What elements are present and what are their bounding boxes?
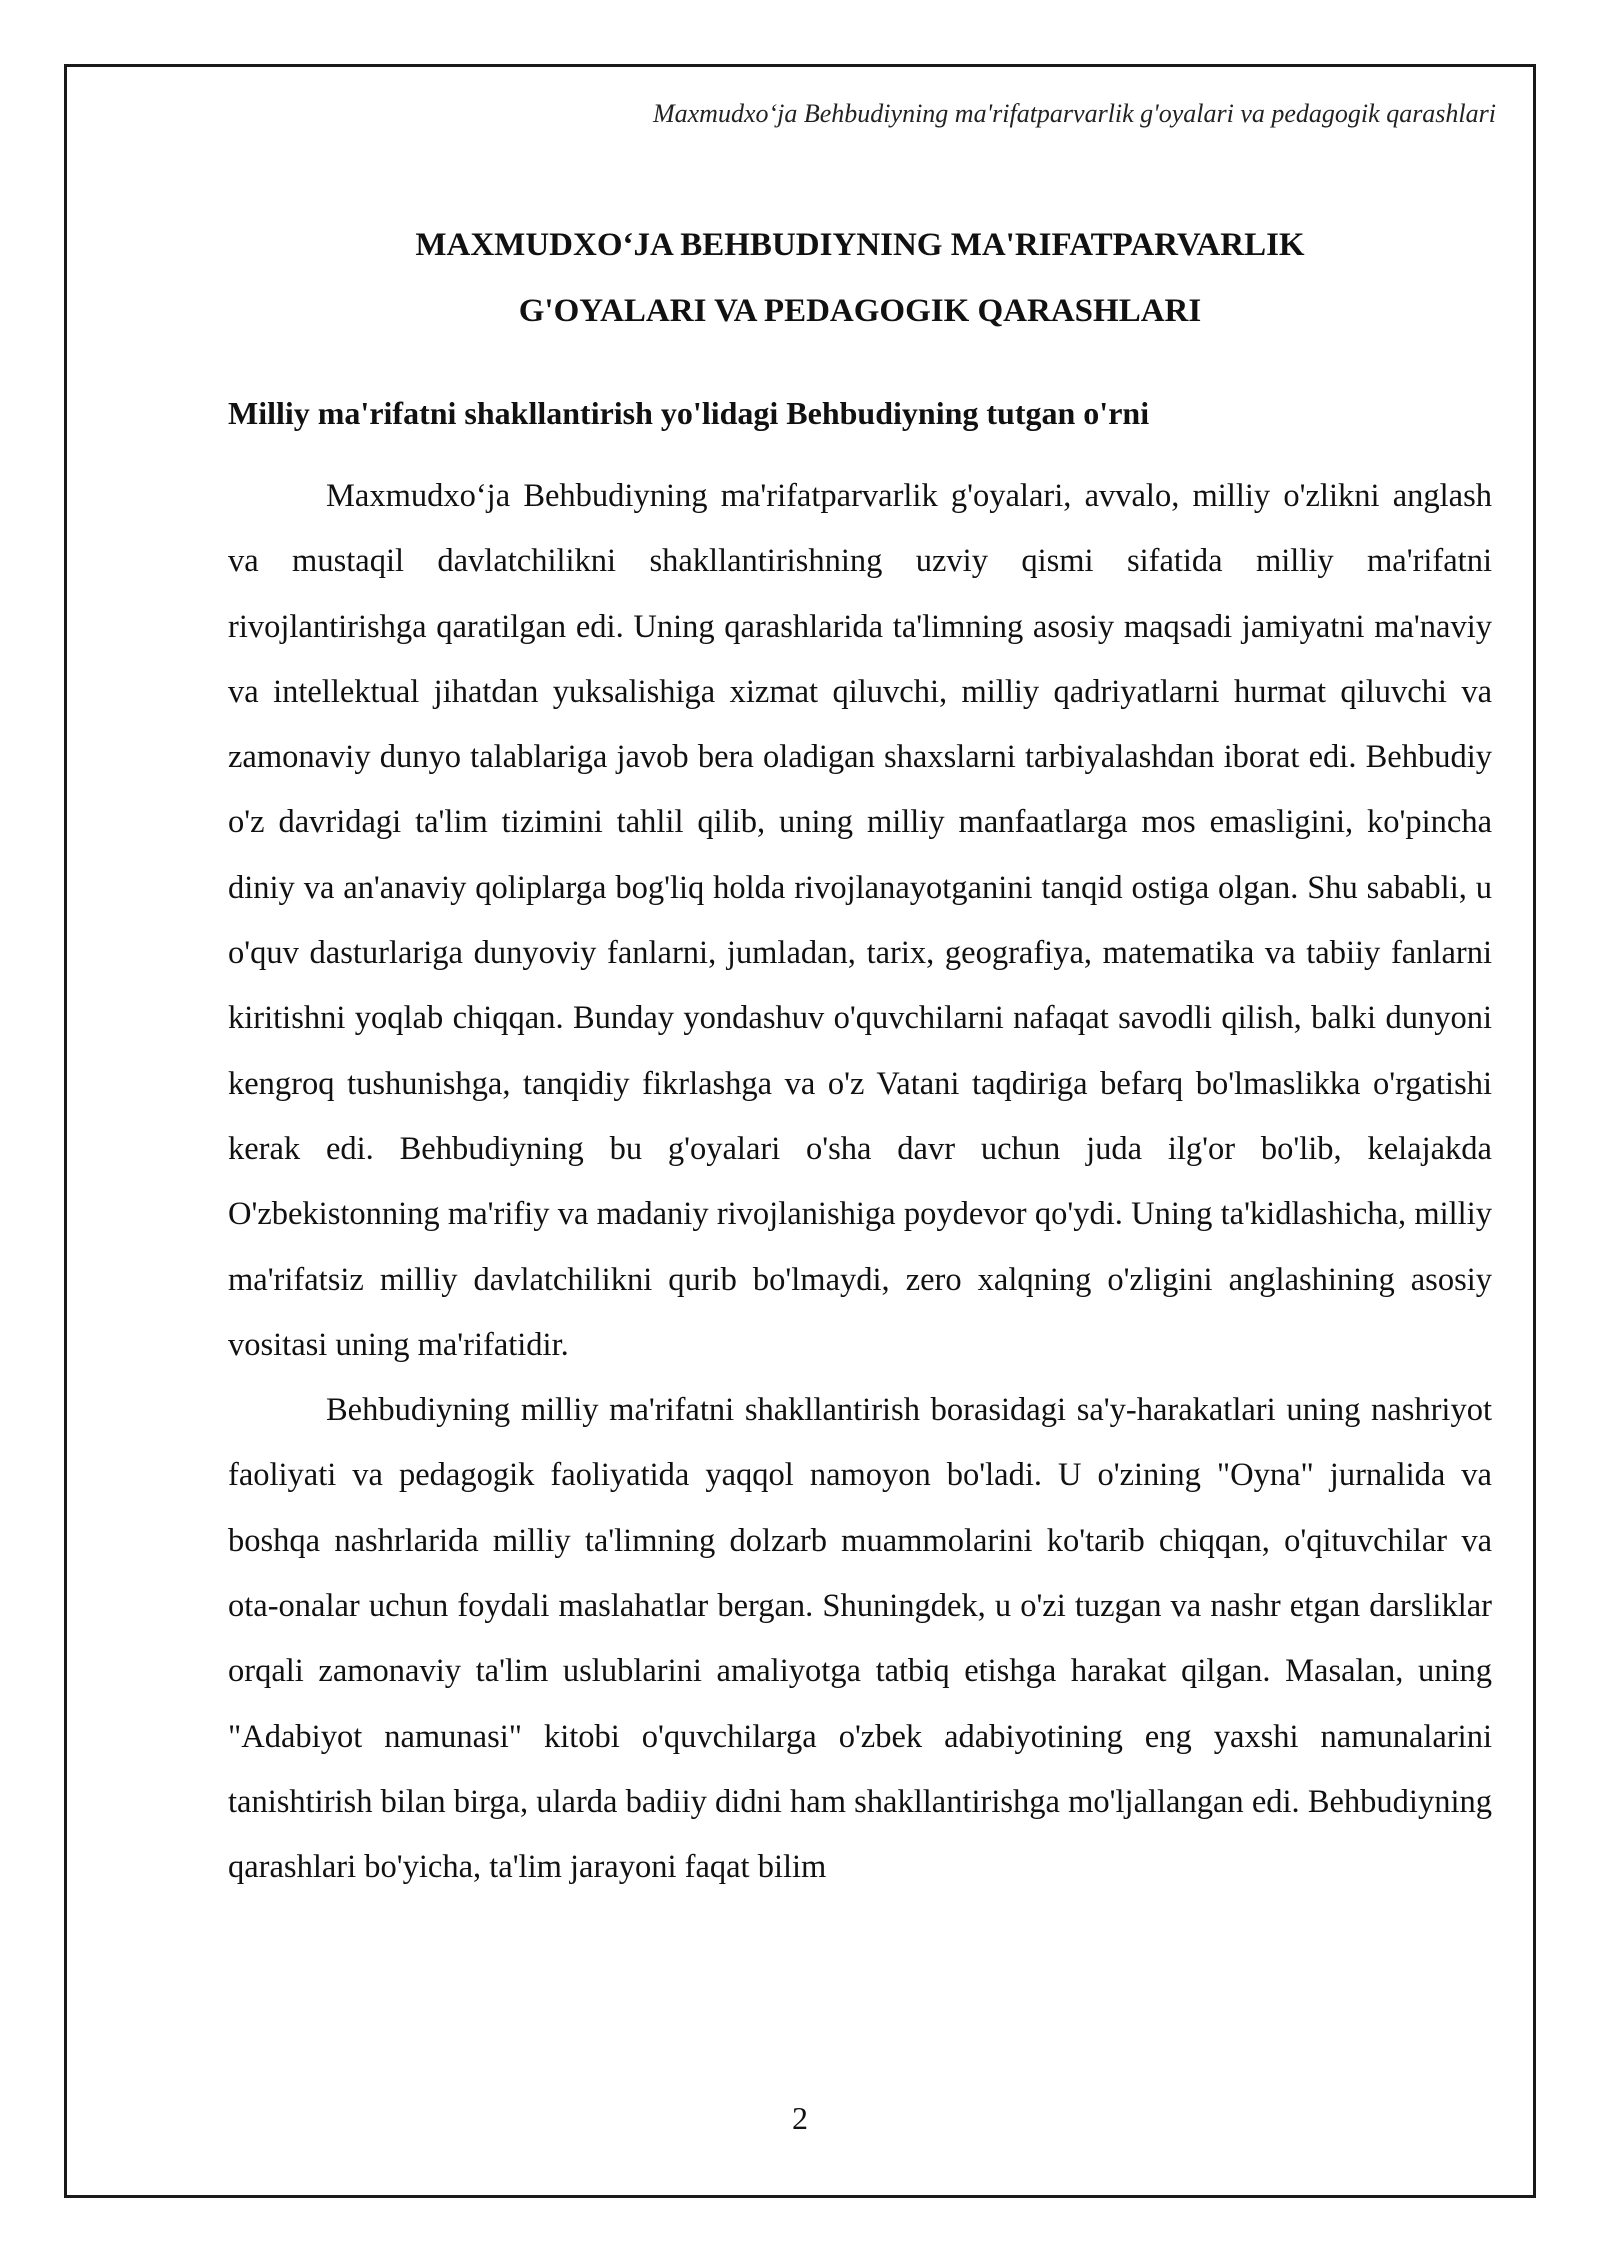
- running-header: Maxmudxo‘ja Behbudiyning ma'rifatparvarlik g'oyalari va pedagogik qarashlari: [652, 99, 1496, 128]
- title-line-1: MAXMUDXO‘JA BEHBUDIYNING MA'RIFATPARVARLIK: [415, 227, 1305, 263]
- body-text: [228, 464, 1492, 1901]
- section-heading: Milliy ma'rifatni shakllantirish yo'lidagi Behbudiyning tutgan o'rni: [228, 395, 1150, 431]
- page-number: 2: [792, 2100, 808, 2136]
- paragraph-1: Maxmudxo‘ja Behbudiyning ma'rifatparvarlik g'oyalari, avvalo, milliy o'zlikni anglash va mustaqil davlatchilikni shakllantirishning uzviy qismi sifatida milliy ma'rifatni rivojlantirishga qaratilgan edi. Uning qarashlarida ta'limning asosiy maqsadi jamiyatni ma'naviy va intellektual jihatdan yuksalishiga xizmat qiluvchi, milliy qadriyatlarni hurmat qiluvchi va zamonaviy dunyo talablariga javob bera oladigan shaxslarni tarbiyalashdan iborat edi. Behbudiy o'z davridagi ta'lim tizimini tahlil qilib, uning milliy manfaatlarga mos emasligini, ko'pincha diniy va an'anaviy qoliplarga bog'liq holda rivojlanayotganini tanqid ostiga olgan. Shu sababli, u o'quv dasturlariga dunyoviy fanlarni, jumladan, tarix, geografiya, matematika va tabiiy fanlarni kiritishni yoqlab chiqqan. Bunday yondashuv o'quvchilarni nafaqat savodli qilish, balki dunyoni kengroq tushunishga, tanqidiy fikrlashga va o'z Vatani taqdiriga befarq bo'lmaslikka o'rgatishi kerak edi. Behbudiyning bu g'oyalari o'sha davr uchun juda ilg'or bo'lib, kelajakda O'zbekistonning ma'rifiy va madaniy rivojlanishiga poydevor qo'ydi. Uning ta'kidlashicha, milliy ma'rifatsiz milliy davlatchilikni qurib bo'lmaydi, zero xalqning o'zligini anglashining asosiy vositasi uning ma'rifatidir.: [228, 478, 1492, 1363]
- title-line-2: G'OYALARI VA PEDAGOGIK QARASHLARI: [518, 293, 1202, 329]
- paragraph-2: Behbudiyning milliy ma'rifatni shakllantirish borasidagi sa'y-harakatlari uning nashriyot faoliyati va pedagogik faoliyatida yaqqol namoyon bo'ladi. U o'zining "Oyna" jurnalida va boshqa nashrlarida milliy ta'limning dolzarb muammolarini ko'tarib chiqqan, o'qituvchilar va ota-onalar uchun foydali maslahatlar bergan. Shuningdek, u o'zi tuzgan va nashr etgan darsliklar orqali zamonaviy ta'lim uslublarini amaliyotga tatbiq etishga harakat qilgan. Masalan, uning "Adabiyot namunasi" kitobi o'quvchilarga o'zbek adabiyotining eng yaxshi namunalarini tanishtirish bilan birga, ularda badiiy didni ham shakllantirishga mo'ljallangan edi. Behbudiyning qarashlari bo'yicha, ta'lim jarayoni faqat bilim: [228, 1392, 1492, 1886]
- document-title: [228, 212, 1492, 344]
